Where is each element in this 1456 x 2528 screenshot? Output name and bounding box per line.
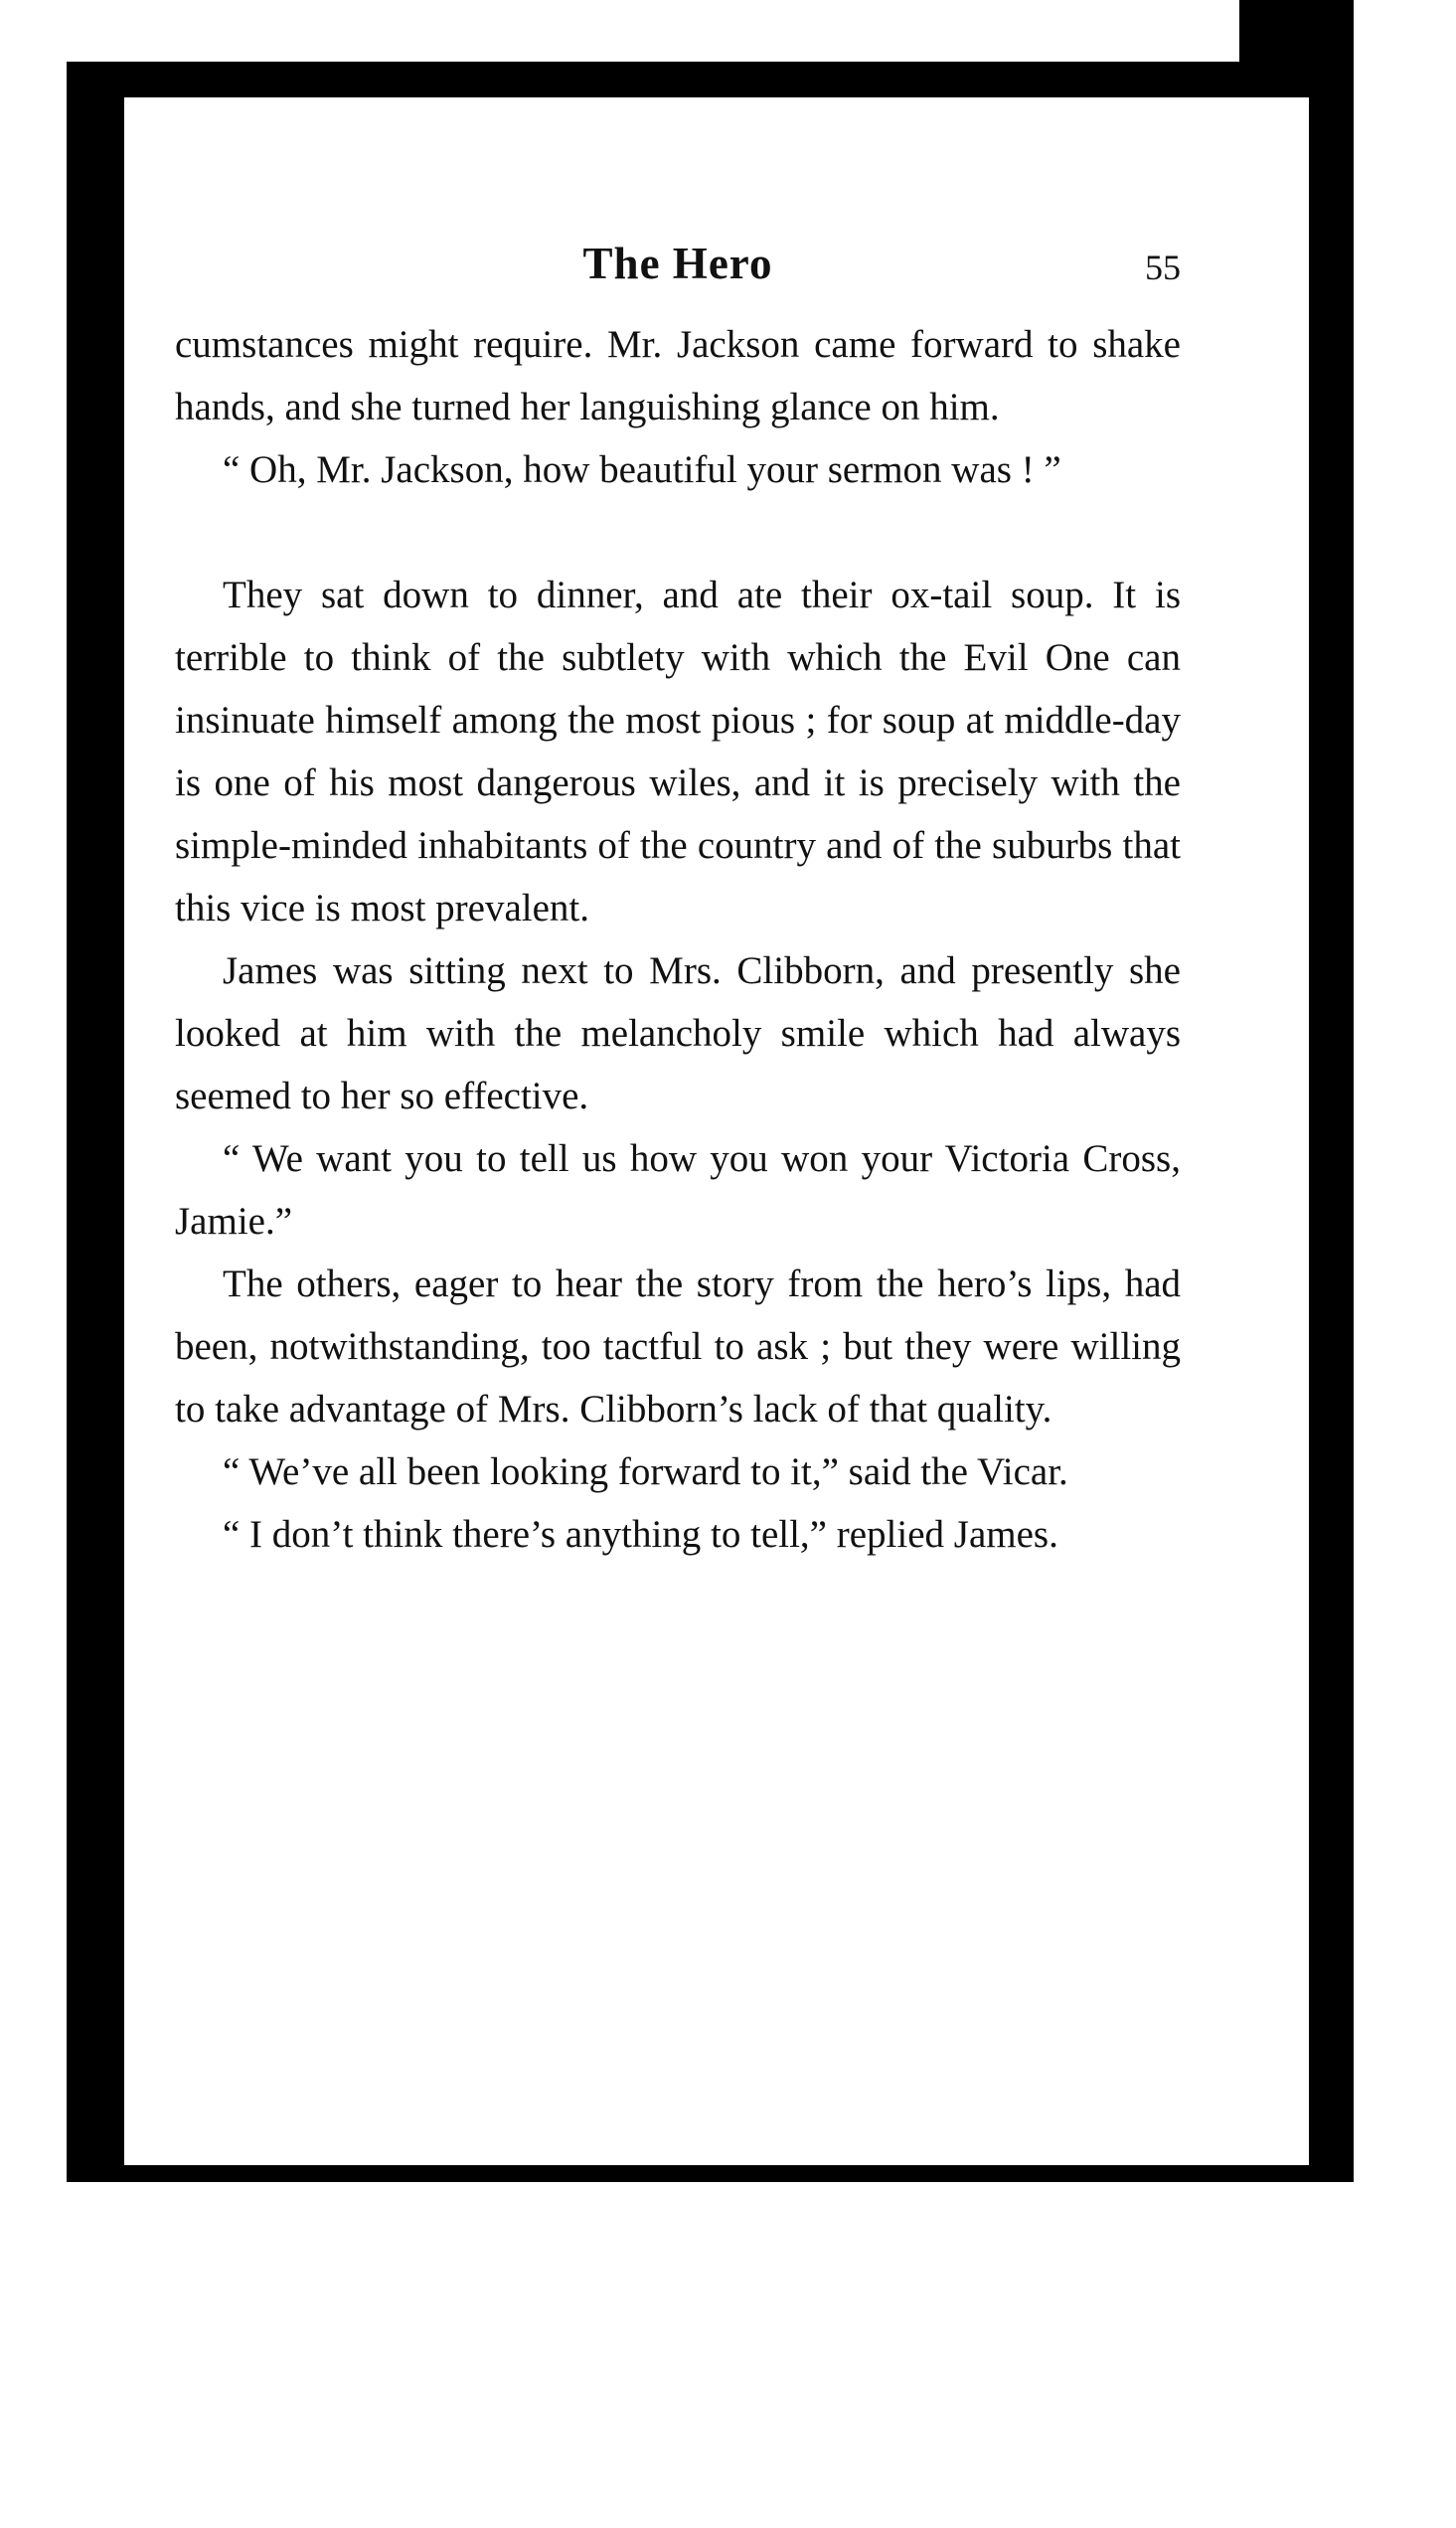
page-number: 55 (1145, 248, 1181, 287)
paragraph: “ We want you to tell us how you won your Victoria Cross, Jamie.” (175, 1137, 1181, 1243)
paragraph: cumstances might require. Mr. Jackson came forward to shake hands, and she turned her languishing glance on him. (175, 323, 1181, 428)
paragraph: The others, eager to hear the story from the hero’s lips, had been, notwithstanding, too tactful to ask ; but they were willing to take advantage of Mrs. Clibborn’s lack of that quality. (175, 1263, 1181, 1431)
paragraph: James was sitting next to Mrs. Clibborn, and presently she looked at him with the melancholy smile which had always seemed to her so effective. (175, 949, 1181, 1117)
paragraph: “ We’ve all been looking forward to it,” said the Vicar. (223, 1450, 1068, 1493)
running-title: The Hero (582, 239, 773, 288)
paragraph: “ I don’t think there’s anything to tell,” replied James. (223, 1513, 1058, 1556)
paragraph: “ Oh, Mr. Jackson, how beautiful your sermon was ! ” (223, 448, 1061, 491)
book-page (175, 214, 1181, 1566)
scan-top-edge (67, 0, 1239, 62)
body-text (175, 313, 1181, 1566)
paragraph: They sat down to dinner, and ate their ox-tail soup. It is terrible to think of the subtlety with which the Evil One can insinuate himself among the most pious ; for soup at middle-day is one of his most dangerous wiles, and it is precisely with the simple-minded inhabitants of the country and of the suburbs that this vice is most prevalent. (175, 574, 1181, 929)
running-header (175, 214, 1181, 313)
